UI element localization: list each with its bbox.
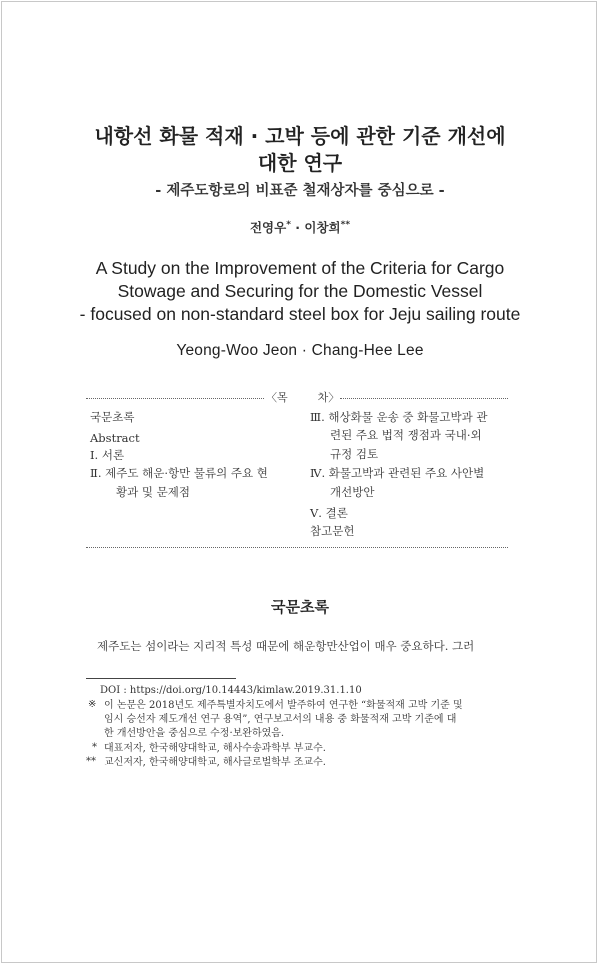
toc-heading-left: 〈목 — [266, 391, 288, 404]
toc-item[interactable]: Ⅰ. 서론 — [90, 448, 125, 462]
footnote-rule — [86, 678, 236, 679]
toc-top-rule-left — [86, 398, 264, 399]
toc-heading-right: 차〉 — [317, 391, 340, 404]
note-line-2: 임시 승선자 제도개선 연구 용역”, 연구보고서의 내용 중 화물적재 고박 기준에 대 — [104, 714, 457, 725]
toc-item[interactable]: 국문초록 — [90, 410, 135, 424]
toc-item[interactable]: 규정 검토 — [330, 447, 379, 461]
first-author-note: 대표저자, 한국해양대학교, 해사수송과학부 부교수. — [104, 743, 326, 754]
note-line-3: 한 개선방안을 중심으로 수정·보완하였음. — [104, 728, 285, 739]
title-line-1: 내항선 화물 적재 · 고박 등에 관한 기준 개선에 — [94, 124, 506, 148]
abstract-heading: 국문초록 — [271, 598, 329, 616]
author-separator: · — [295, 220, 305, 235]
toc-item[interactable]: Ⅲ. 해상화물 운송 중 화물고박과 관 — [310, 410, 488, 424]
english-title-line-3: - focused on non-standard steel box for Jeju sailing route — [79, 304, 521, 324]
second-author-note: 교신저자, 한국해양대학교, 해사글로벌학부 조교수. — [104, 757, 326, 768]
author-first: 전영우 — [249, 220, 287, 235]
toc-heading — [266, 389, 339, 405]
toc-item[interactable]: 황과 및 문제점 — [116, 485, 190, 499]
note-line-1: 이 논문은 2018년도 제주특별자치도에서 발주하여 연구한 “화물적재 고박 기준 및 — [104, 700, 463, 711]
toc-item[interactable]: 참고문헌 — [310, 524, 355, 538]
toc-item[interactable]: Abstract — [90, 431, 140, 445]
subtitle: - 제주도항로의 비표준 철재상자를 중심으로 - — [155, 183, 445, 199]
toc-item[interactable]: 개선방안 — [330, 485, 375, 499]
title-line-2: 대한 연구 — [257, 151, 343, 175]
author-first-mark: * — [286, 219, 291, 230]
authors-korean — [0, 218, 600, 236]
english-authors: Yeong-Woo Jeon · Chang-Hee Lee — [176, 342, 424, 359]
toc-item[interactable]: Ⅳ. 화물고박과 관련된 주요 사안별 — [310, 466, 485, 480]
author-second-mark: ** — [340, 219, 351, 230]
toc-top-rule-right — [340, 398, 508, 399]
author-second: 이창희 — [304, 220, 341, 235]
second-author-mark: ** — [86, 756, 96, 767]
toc-item[interactable]: 련된 주요 법적 쟁점과 국내·외 — [330, 428, 482, 442]
toc-bottom-rule — [86, 547, 508, 548]
toc-item[interactable]: Ⅱ. 제주도 해운·항만 물류의 주요 현 — [90, 466, 268, 480]
doi-line[interactable]: DOI : https://doi.org/10.14443/kimlaw.2019.31.1.10 — [100, 685, 362, 696]
english-title-line-2: Stowage and Securing for the Domestic Vessel — [117, 281, 483, 301]
first-author-mark: * — [92, 742, 97, 753]
toc-item[interactable]: Ⅴ. 결론 — [310, 506, 348, 520]
note-mark: ※ — [88, 699, 97, 710]
abstract-text: 제주도는 섬이라는 지리적 특성 때문에 해운항만산업이 매우 중요하다. 그러 — [97, 639, 475, 653]
english-title-line-1: A Study on the Improvement of the Criteria for Cargo — [95, 258, 505, 278]
